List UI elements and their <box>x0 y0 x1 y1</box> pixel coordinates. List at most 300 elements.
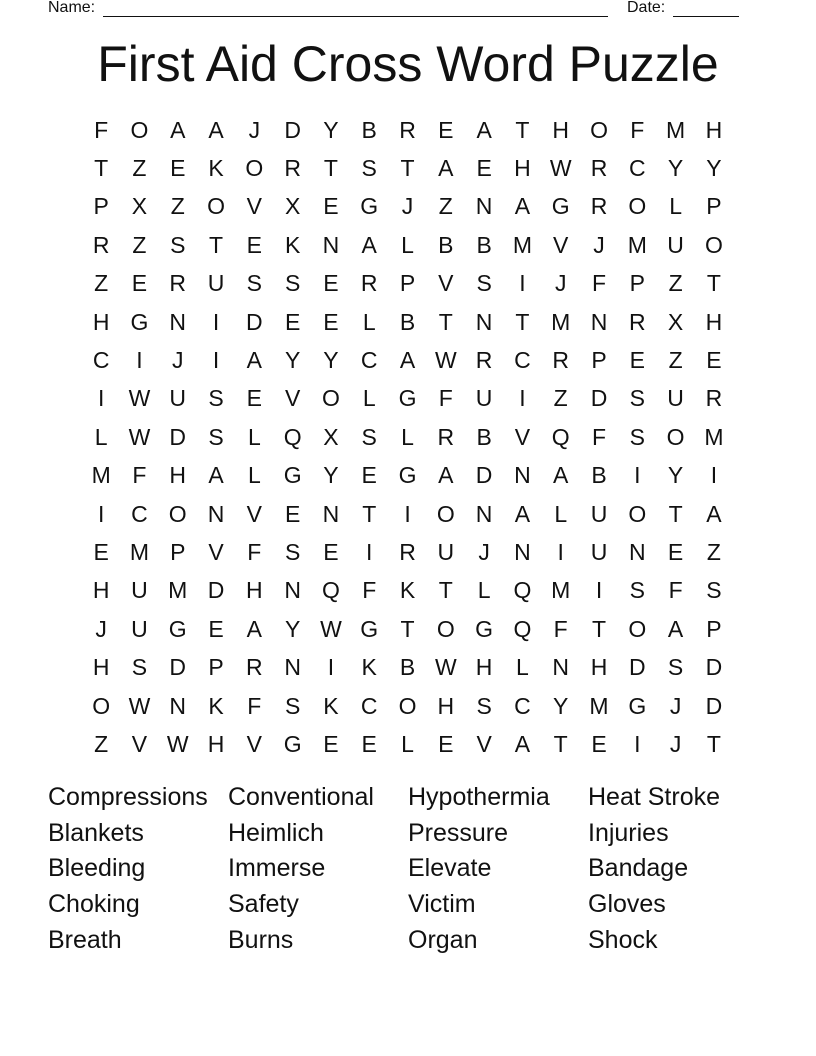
grid-letter[interactable]: I <box>97 385 105 412</box>
grid-letter[interactable]: F <box>132 462 147 489</box>
grid-letter[interactable]: I <box>710 462 718 489</box>
grid-letter[interactable]: U <box>667 231 684 258</box>
grid-letter[interactable]: B <box>476 231 492 258</box>
grid-letter[interactable]: T <box>706 270 721 297</box>
grid-letter[interactable]: G <box>360 615 379 642</box>
grid-letter[interactable]: V <box>208 538 224 565</box>
grid-letter[interactable]: A <box>399 347 416 374</box>
grid-letter[interactable]: U <box>475 385 493 412</box>
grid-letter[interactable]: A <box>438 462 454 489</box>
grid-letter[interactable]: V <box>476 730 492 757</box>
grid-letter[interactable]: E <box>438 116 454 143</box>
grid-letter[interactable]: U <box>207 270 225 297</box>
word-bank-item: Compressions <box>48 783 208 811</box>
grid-letter[interactable]: P <box>399 270 416 297</box>
grid-letter[interactable]: O <box>92 692 111 719</box>
grid-letter[interactable]: A <box>667 615 684 642</box>
grid-letter[interactable]: T <box>323 155 338 182</box>
grid-letter[interactable]: W <box>549 155 572 182</box>
grid-letter[interactable]: T <box>553 730 568 757</box>
grid-letter[interactable]: D <box>590 385 608 412</box>
grid-letter[interactable]: S <box>284 538 301 565</box>
grid-letter[interactable]: X <box>131 193 148 220</box>
grid-letter[interactable]: O <box>666 423 685 450</box>
grid-letter[interactable]: O <box>704 231 723 258</box>
grid-letter[interactable]: O <box>628 500 647 527</box>
grid-letter[interactable]: M <box>91 462 111 489</box>
grid-letter[interactable]: Q <box>513 577 532 604</box>
grid-letter[interactable]: J <box>95 615 107 642</box>
grid-letter[interactable]: H <box>437 692 455 719</box>
grid-letter[interactable]: A <box>170 116 186 143</box>
grid-letter[interactable]: S <box>629 423 645 450</box>
grid-letter[interactable]: J <box>478 538 490 565</box>
grid-letter[interactable]: V <box>246 500 262 527</box>
grid-letter[interactable]: K <box>323 692 339 719</box>
grid-letter[interactable]: I <box>97 500 105 527</box>
grid-letter[interactable]: H <box>590 654 608 681</box>
grid-letter[interactable]: N <box>475 193 493 220</box>
grid-letter[interactable]: E <box>323 538 339 565</box>
grid-letter[interactable]: Y <box>284 347 301 374</box>
grid-letter[interactable]: A <box>514 730 531 757</box>
grid-letter[interactable]: T <box>400 155 415 182</box>
grid-letter[interactable]: P <box>706 193 722 220</box>
grid-letter[interactable]: T <box>400 615 415 642</box>
grid-letter[interactable]: I <box>136 347 143 374</box>
grid-letter[interactable]: B <box>476 423 492 450</box>
grid-letter[interactable]: X <box>284 193 301 220</box>
grid-letter[interactable]: J <box>401 193 414 220</box>
grid-letter[interactable]: I <box>212 308 220 335</box>
grid-letter[interactable]: L <box>247 462 261 489</box>
date-blank-line[interactable] <box>673 16 739 17</box>
grid-letter[interactable]: T <box>438 308 453 335</box>
grid-letter[interactable]: E <box>284 500 301 527</box>
grid-letter[interactable]: J <box>593 231 605 258</box>
grid-letter[interactable]: F <box>591 423 607 450</box>
grid-letter[interactable]: G <box>360 193 379 220</box>
grid-letter[interactable]: S <box>170 231 186 258</box>
grid-letter[interactable]: E <box>438 730 454 757</box>
grid-letter[interactable]: N <box>207 500 225 527</box>
grid-letter[interactable]: Y <box>323 116 339 143</box>
grid-letter[interactable]: I <box>519 385 526 412</box>
grid-letter[interactable]: I <box>366 538 373 565</box>
grid-letter[interactable]: S <box>208 385 224 412</box>
grid-letter[interactable]: H <box>475 654 493 681</box>
grid-letter[interactable]: R <box>92 231 110 258</box>
grid-letter[interactable]: D <box>169 654 187 681</box>
grid-letter[interactable]: H <box>207 730 225 757</box>
grid-letter[interactable]: F <box>94 116 109 143</box>
grid-letter[interactable]: T <box>515 308 530 335</box>
grid-letter[interactable]: F <box>553 615 568 642</box>
grid-letter[interactable]: Z <box>94 730 109 757</box>
grid-letter[interactable]: E <box>706 347 722 374</box>
grid-letter[interactable]: Y <box>323 347 339 374</box>
grid-letter[interactable]: V <box>246 193 262 220</box>
word-bank-item: Victim <box>408 890 476 919</box>
grid-letter[interactable]: S <box>208 423 224 450</box>
grid-letter[interactable]: T <box>515 116 530 143</box>
grid-letter[interactable]: U <box>590 538 608 565</box>
grid-letter[interactable]: D <box>207 577 225 604</box>
grid-letter[interactable]: L <box>554 500 568 527</box>
grid-letter[interactable]: F <box>630 116 645 143</box>
grid-letter[interactable]: N <box>475 308 493 335</box>
grid-letter[interactable]: Q <box>321 577 340 604</box>
grid-letter[interactable]: Z <box>553 385 568 412</box>
grid-letter[interactable]: R <box>169 270 187 297</box>
grid-letter[interactable]: H <box>92 577 110 604</box>
grid-letter[interactable]: S <box>667 654 684 681</box>
grid-letter[interactable]: O <box>245 155 264 182</box>
grid-letter[interactable]: M <box>512 231 532 258</box>
grid-letter[interactable]: A <box>706 500 722 527</box>
grid-letter[interactable]: S <box>284 270 301 297</box>
grid-letter[interactable]: E <box>476 155 492 182</box>
grid-letter[interactable]: M <box>551 577 571 604</box>
grid-letter[interactable]: L <box>247 423 261 450</box>
grid-letter[interactable]: J <box>669 730 682 757</box>
grid-letter[interactable]: K <box>361 654 377 681</box>
grid-letter[interactable]: S <box>629 385 645 412</box>
grid-letter[interactable]: I <box>634 462 641 489</box>
grid-letter[interactable]: I <box>634 730 641 757</box>
grid-letter[interactable]: R <box>552 347 570 374</box>
grid-letter[interactable]: C <box>628 155 646 182</box>
grid-letter[interactable]: E <box>284 308 301 335</box>
grid-letter[interactable]: E <box>246 385 262 412</box>
grid-letter[interactable]: P <box>591 347 607 374</box>
grid-letter[interactable]: R <box>705 385 723 412</box>
grid-letter[interactable]: T <box>668 500 683 527</box>
grid-letter[interactable]: D <box>705 654 723 681</box>
grid-letter[interactable]: P <box>170 538 186 565</box>
grid-letter[interactable]: E <box>323 270 339 297</box>
grid-letter[interactable]: V <box>284 385 301 412</box>
grid-letter[interactable]: M <box>589 692 609 719</box>
grid-letter[interactable]: H <box>705 308 723 335</box>
grid-letter[interactable]: P <box>706 615 722 642</box>
grid-letter[interactable]: D <box>284 116 301 143</box>
grid-letter[interactable]: L <box>401 730 414 757</box>
grid-letter[interactable]: E <box>361 462 377 489</box>
word-bank-item: Bandage <box>588 854 689 883</box>
grid-letter[interactable]: X <box>667 308 684 335</box>
grid-letter[interactable]: T <box>94 155 109 182</box>
grid-letter[interactable]: N <box>628 538 646 565</box>
grid-letter[interactable]: H <box>705 116 723 143</box>
grid-letter[interactable]: N <box>169 308 187 335</box>
word-bank-item: Shock <box>588 925 658 954</box>
grid-letter[interactable]: C <box>514 692 531 719</box>
grid-letter[interactable]: F <box>247 538 262 565</box>
grid-letter[interactable]: S <box>131 654 148 681</box>
grid-letter[interactable]: Y <box>553 692 569 719</box>
grid-letter[interactable]: R <box>590 193 608 220</box>
grid-letter[interactable]: R <box>628 308 646 335</box>
grid-letter[interactable]: U <box>131 577 148 604</box>
grid-letter[interactable]: V <box>246 730 262 757</box>
grid-letter[interactable]: K <box>208 692 224 719</box>
grid-letter[interactable]: D <box>475 462 493 489</box>
word-bank-item: Heimlich <box>228 818 324 847</box>
grid-letter[interactable]: G <box>130 308 149 335</box>
grid-letter[interactable]: G <box>551 193 570 220</box>
grid-letter[interactable]: C <box>360 692 378 719</box>
grid-letter[interactable]: F <box>668 577 683 604</box>
grid-letter[interactable]: W <box>128 692 151 719</box>
grid-letter[interactable]: D <box>169 423 187 450</box>
grid-letter[interactable]: Z <box>438 193 453 220</box>
grid-letter[interactable]: Q <box>283 423 302 450</box>
grid-letter[interactable]: C <box>131 500 148 527</box>
grid-letter[interactable]: G <box>628 692 647 719</box>
grid-letter[interactable]: V <box>438 270 454 297</box>
grid-letter[interactable]: S <box>284 692 301 719</box>
grid-letter[interactable]: N <box>284 654 301 681</box>
grid-letter[interactable]: D <box>246 308 263 335</box>
grid-letter[interactable]: Z <box>668 270 683 297</box>
grid-letter[interactable]: Y <box>667 462 684 489</box>
grid-letter[interactable]: E <box>246 231 262 258</box>
grid-letter[interactable]: K <box>284 231 301 258</box>
grid-letter[interactable]: H <box>92 308 110 335</box>
grid-letter[interactable]: S <box>476 692 492 719</box>
grid-letter[interactable]: W <box>128 385 151 412</box>
grid-letter[interactable]: H <box>169 462 187 489</box>
grid-letter[interactable]: J <box>554 270 567 297</box>
grid-letter[interactable]: V <box>131 730 148 757</box>
header <box>0 0 816 20</box>
grid-letter[interactable]: Y <box>667 155 684 182</box>
grid-letter[interactable]: N <box>514 462 531 489</box>
grid-letter[interactable]: Y <box>284 615 301 642</box>
grid-letter[interactable]: O <box>321 385 340 412</box>
grid-letter[interactable]: E <box>93 538 109 565</box>
grid-letter[interactable]: T <box>706 730 721 757</box>
grid-letter[interactable]: R <box>437 423 455 450</box>
grid-letter[interactable]: E <box>361 730 377 757</box>
grid-letter[interactable]: K <box>399 577 416 604</box>
grid-letter[interactable]: A <box>208 462 224 489</box>
grid-letter[interactable]: C <box>360 347 378 374</box>
grid-letter[interactable]: L <box>401 423 414 450</box>
grid-letter[interactable]: V <box>514 423 531 450</box>
grid-letter[interactable]: O <box>628 193 647 220</box>
grid-letter[interactable]: O <box>398 692 417 719</box>
grid-letter[interactable]: E <box>323 730 339 757</box>
grid-letter[interactable]: S <box>476 270 492 297</box>
grid-letter[interactable]: R <box>399 116 416 143</box>
grid-letter[interactable]: W <box>434 347 457 374</box>
grid-letter[interactable]: Z <box>94 270 109 297</box>
grid-letter[interactable]: O <box>628 615 647 642</box>
grid-letter[interactable]: B <box>438 231 454 258</box>
grid-letter[interactable]: H <box>552 116 570 143</box>
grid-letter[interactable]: L <box>477 577 491 604</box>
grid-letter[interactable]: R <box>246 654 263 681</box>
grid-letter[interactable]: T <box>591 615 607 642</box>
grid-letter[interactable]: F <box>591 270 607 297</box>
grid-letter[interactable]: F <box>247 692 262 719</box>
grid-letter[interactable]: R <box>475 347 493 374</box>
grid-letter[interactable]: I <box>212 347 220 374</box>
grid-letter[interactable]: T <box>362 500 377 527</box>
grid-letter[interactable]: Z <box>170 193 185 220</box>
grid-letter[interactable]: G <box>283 730 302 757</box>
grid-letter[interactable]: U <box>667 385 684 412</box>
grid-letter[interactable]: J <box>248 116 261 143</box>
grid-letter[interactable]: A <box>476 116 492 143</box>
grid-letter[interactable]: W <box>166 730 189 757</box>
grid-letter[interactable]: N <box>169 692 187 719</box>
grid-letter[interactable]: A <box>246 347 262 374</box>
grid-letter[interactable]: Z <box>132 231 147 258</box>
grid-letter[interactable]: R <box>284 155 301 182</box>
word-bank-item: Blankets <box>48 818 144 847</box>
grid-letter[interactable]: N <box>514 538 531 565</box>
grid-letter[interactable]: O <box>130 116 149 143</box>
grid-letter[interactable]: G <box>398 462 417 489</box>
grid-letter[interactable]: R <box>399 538 416 565</box>
grid-letter[interactable]: W <box>320 615 342 642</box>
grid-letter[interactable]: M <box>627 231 647 258</box>
grid-letter[interactable]: E <box>629 347 645 374</box>
grid-letter[interactable]: N <box>322 500 340 527</box>
grid-letter[interactable]: G <box>398 385 417 412</box>
grid-letter[interactable]: W <box>434 654 457 681</box>
grid-letter[interactable]: N <box>552 654 570 681</box>
grid-letter[interactable]: A <box>438 155 454 182</box>
grid-letter[interactable]: S <box>629 577 645 604</box>
grid-letter[interactable]: A <box>514 500 531 527</box>
grid-letter[interactable]: E <box>591 730 607 757</box>
grid-letter[interactable]: L <box>94 423 108 450</box>
grid-letter[interactable]: O <box>436 615 455 642</box>
grid-letter[interactable]: E <box>323 193 339 220</box>
grid-letter[interactable]: M <box>129 538 150 565</box>
grid-letter[interactable]: O <box>590 116 608 143</box>
grid-letter[interactable]: Z <box>132 155 147 182</box>
grid-letter[interactable]: U <box>437 538 455 565</box>
grid-letter[interactable]: G <box>283 462 302 489</box>
grid-letter[interactable]: I <box>327 654 335 681</box>
grid-letter[interactable]: C <box>92 347 110 374</box>
grid-letter[interactable]: N <box>590 308 608 335</box>
grid-letter[interactable]: U <box>590 500 608 527</box>
grid-letter[interactable]: L <box>401 231 414 258</box>
grid-letter[interactable]: Z <box>706 538 721 565</box>
grid-letter[interactable]: M <box>704 423 724 450</box>
grid-letter[interactable]: H <box>246 577 263 604</box>
grid-letter[interactable]: H <box>514 155 531 182</box>
grid-letter[interactable]: A <box>246 615 262 642</box>
grid-letter[interactable]: A <box>514 193 531 220</box>
grid-letter[interactable]: L <box>669 193 682 220</box>
grid-letter[interactable]: X <box>323 423 339 450</box>
grid-letter[interactable]: N <box>322 231 340 258</box>
grid-letter[interactable]: N <box>475 500 493 527</box>
word-bank-item: Injuries <box>588 818 669 847</box>
grid-letter[interactable]: N <box>284 577 301 604</box>
grid-letter[interactable]: L <box>362 308 376 335</box>
grid-letter[interactable]: K <box>208 155 224 182</box>
grid-letter[interactable]: P <box>629 270 645 297</box>
grid-letter[interactable]: M <box>666 116 686 143</box>
grid-letter[interactable]: Y <box>323 462 339 489</box>
grid-letter[interactable]: L <box>516 654 529 681</box>
word-bank-item: Safety <box>228 890 299 919</box>
grid-letter[interactable]: D <box>705 692 723 719</box>
grid-letter[interactable]: B <box>399 308 416 335</box>
grid-letter[interactable]: B <box>399 654 416 681</box>
grid-letter[interactable]: I <box>519 270 526 297</box>
grid-letter[interactable]: G <box>168 615 187 642</box>
grid-letter[interactable]: H <box>92 654 110 681</box>
grid-letter[interactable]: S <box>246 270 262 297</box>
grid-letter[interactable]: M <box>551 308 571 335</box>
grid-letter[interactable]: M <box>168 577 188 604</box>
grid-letter[interactable]: L <box>362 385 376 412</box>
grid-letter[interactable]: R <box>360 270 378 297</box>
grid-letter[interactable]: Q <box>513 615 532 642</box>
grid-letter[interactable]: Z <box>668 347 683 374</box>
grid-letter[interactable]: B <box>361 116 377 143</box>
grid-letter[interactable]: P <box>93 193 109 220</box>
grid-letter[interactable]: S <box>361 423 377 450</box>
grid-letter[interactable]: O <box>436 500 455 527</box>
grid-letter[interactable]: J <box>669 692 682 719</box>
grid-letter[interactable]: U <box>131 615 148 642</box>
grid-letter[interactable]: T <box>209 231 224 258</box>
grid-letter[interactable]: F <box>438 385 453 412</box>
grid-letter[interactable]: I <box>595 577 603 604</box>
grid-letter[interactable]: T <box>438 577 453 604</box>
grid-letter[interactable]: A <box>361 231 377 258</box>
grid-letter[interactable]: U <box>169 385 187 412</box>
grid-letter[interactable]: E <box>170 155 186 182</box>
grid-letter[interactable]: I <box>557 538 564 565</box>
grid-letter[interactable]: C <box>514 347 531 374</box>
grid-letter[interactable]: Q <box>551 423 570 450</box>
grid-letter[interactable]: E <box>131 270 148 297</box>
grid-letter[interactable]: F <box>362 577 377 604</box>
grid-letter[interactable]: G <box>475 615 494 642</box>
grid-letter[interactable]: O <box>207 193 225 220</box>
grid-letter[interactable]: R <box>590 155 608 182</box>
grid-letter[interactable]: J <box>171 347 184 374</box>
grid-letter[interactable]: E <box>667 538 684 565</box>
grid-letter[interactable]: A <box>208 116 224 143</box>
grid-letter[interactable]: S <box>361 155 377 182</box>
grid-letter[interactable]: E <box>323 308 339 335</box>
grid-letter[interactable]: I <box>404 500 411 527</box>
grid-letter[interactable]: B <box>591 462 607 489</box>
grid-letter[interactable]: S <box>706 577 722 604</box>
grid-letter[interactable]: O <box>168 500 187 527</box>
grid-letter[interactable]: V <box>553 231 569 258</box>
grid-letter[interactable]: A <box>553 462 569 489</box>
name-blank-line[interactable] <box>103 16 608 17</box>
grid-letter[interactable]: Y <box>706 155 722 182</box>
grid-letter[interactable]: D <box>628 654 646 681</box>
grid-letter[interactable]: W <box>128 423 151 450</box>
grid-letter[interactable]: E <box>208 615 224 642</box>
grid-letter[interactable]: P <box>208 654 224 681</box>
